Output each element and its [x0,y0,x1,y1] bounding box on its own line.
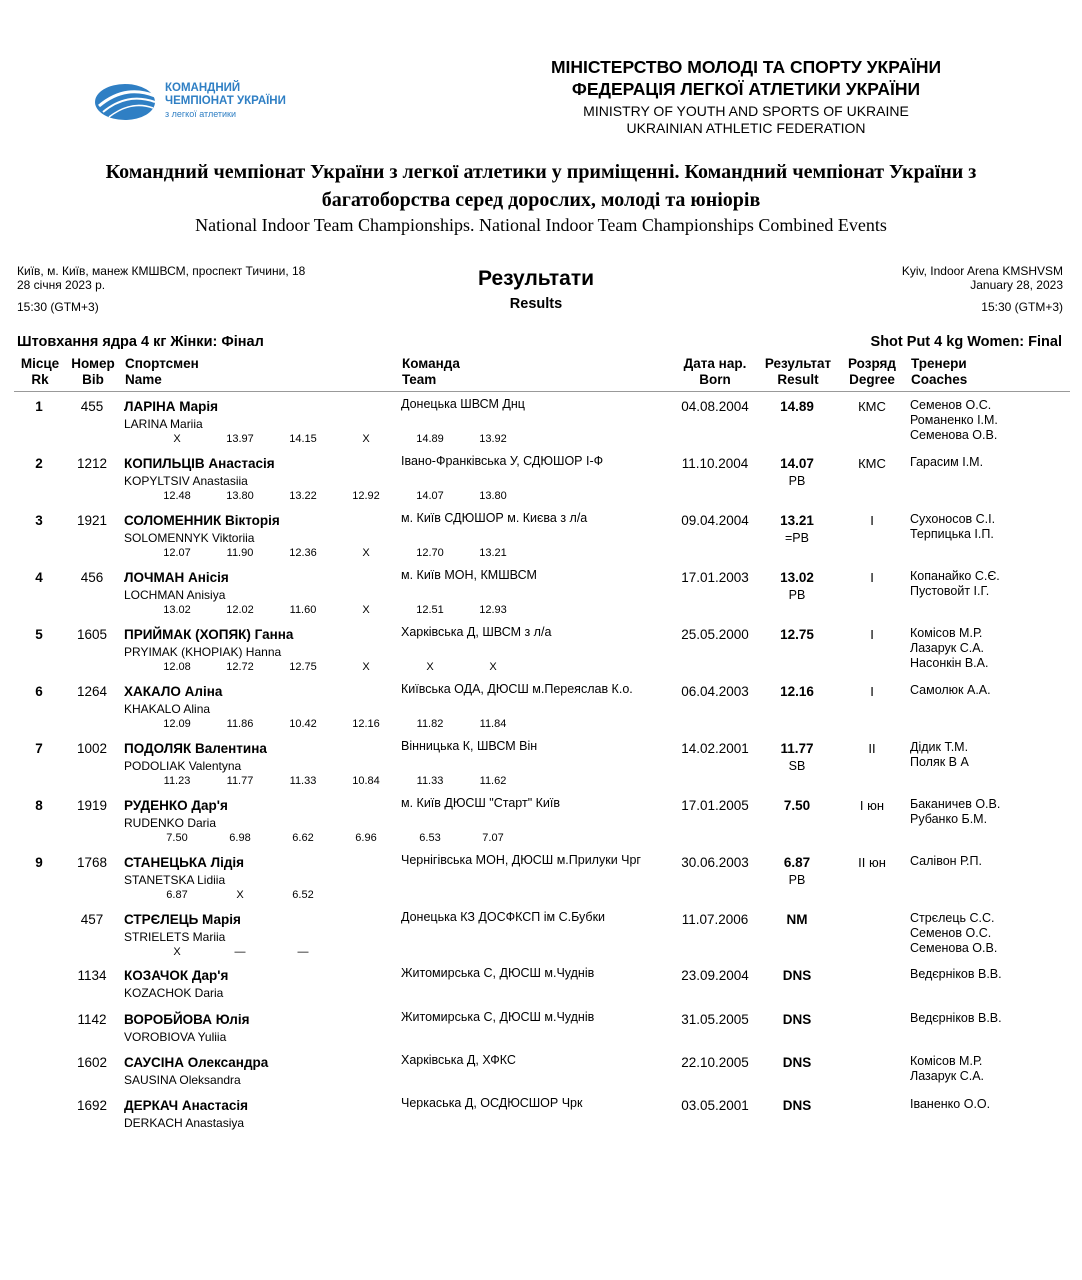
coach-name: Пустовойт І.Г. [910,584,990,598]
result-note: PB [788,474,806,488]
athlete-name-latin: LOCHMAN Anisiya [124,588,226,602]
row-rank: 4 [35,570,43,585]
attempt-value: 13.80 [226,490,254,502]
result-value: DNS [782,968,812,983]
row-bib: 1212 [76,456,108,471]
result-value: 12.16 [780,684,814,699]
result-value: 12.75 [780,627,814,642]
attempt-value: 11.86 [226,718,254,730]
attempt-value: 13.80 [479,490,507,502]
degree: I юн [859,798,885,813]
degree: КМС [858,399,886,414]
birth-date: 11.10.2004 [681,456,749,471]
birth-date: 06.04.2003 [681,684,749,699]
athlete-name-latin: PODOLIAK Valentyna [124,759,242,773]
coaches-list [910,569,1000,599]
col-header-name: Спортсмен Name [125,356,199,387]
birth-date: 11.07.2006 [681,912,749,927]
attempt-value: 13.22 [289,490,317,502]
result-value: 11.77 [780,741,814,756]
coach-name: Романенко І.М. [910,413,998,427]
coaches-list [910,854,982,869]
row-bib: 1264 [76,684,108,699]
attempt-value: 11.23 [163,775,191,787]
row-rank: 7 [35,741,43,756]
attempt-value: X [362,604,370,616]
ministry-en: MINISTRY OF YOUTH AND SPORTS OF UKRAINE [583,103,909,119]
coach-name: Рубанко Б.М. [910,812,988,826]
row-rank: 2 [35,456,43,471]
result-value: 14.89 [780,399,814,414]
attempt-value: 6.87 [166,889,188,901]
birth-date: 25.05.2000 [681,627,749,642]
col-header-team: Команда Team [402,356,460,387]
coach-name: Семенов О.С. [910,398,992,412]
logo-line1: КОМАНДНИЙ [165,82,241,94]
coaches-list [910,967,1002,982]
team-name: Івано-Франківська У, СДЮШОР І-Ф [401,454,604,468]
row-bib: 457 [80,912,104,927]
attempt-value: X [173,946,181,958]
athlete-name: СТАНЕЦЬКА Лідія [124,855,245,870]
col-header-bib: Номер Bib [71,356,115,387]
row-rank: 5 [35,627,43,642]
degree: I [870,570,874,585]
coaches-list [910,1097,990,1112]
time-left: 15:30 (GTM+3) [17,300,99,314]
athlete-name: СТРЄЛЕЦЬ Марія [124,912,241,927]
attempt-value: 12.72 [226,661,254,673]
coaches-list [910,626,988,671]
team-name: Житомирська С, ДЮСШ м.Чуднів [401,966,595,980]
birth-date: 31.05.2005 [681,1012,749,1027]
ministry-ua: МІНІСТЕРСТВО МОЛОДІ ТА СПОРТУ УКРАЇНИ [550,57,942,77]
result-note: PB [788,873,806,887]
coach-name: Семенова О.В. [910,428,998,442]
attempt-value: 12.92 [352,490,380,502]
team-name: м. Київ ДЮСШ "Старт" Київ [401,796,560,810]
table-row [0,684,1082,740]
attempt-value: 12.48 [163,490,191,502]
coaches-list [910,512,995,542]
venue-ua: Київ, м. Київ, манеж КМШВСМ, проспект Тичини, 18 [17,264,306,278]
row-bib: 1921 [76,513,108,528]
table-row [0,456,1082,512]
birth-date: 22.10.2005 [681,1055,749,1070]
coach-name: Терпицька І.П. [910,527,994,541]
result-value: DNS [782,1055,812,1070]
row-bib: 1002 [76,741,108,756]
championship-logo [95,78,305,128]
coach-name: Дідик Т.М. [910,740,969,754]
birth-date: 17.01.2003 [681,570,749,585]
row-bib: 1768 [76,855,108,870]
team-name: Київська ОДА, ДЮСШ м.Переяслав К.о. [401,682,633,696]
coach-name: Семенова О.В. [910,941,998,955]
team-name: Харківська Д, ХФКС [401,1053,516,1067]
col-header-rank: Місце Rk [20,356,60,387]
coach-name: Семенов О.С. [910,926,992,940]
row-bib: 1692 [76,1098,108,1113]
table-row [0,513,1082,569]
coach-name: Сухоносов С.І. [910,512,996,526]
birth-date: 04.08.2004 [681,399,749,414]
athlete-name-latin: LARINA Mariia [124,417,203,431]
coach-name: Копанайко С.Є. [910,569,1000,583]
coach-name: Комісов М.Р. [910,626,983,640]
degree: I [870,513,874,528]
athlete-name: КОЗАЧОК Дар'я [124,968,229,983]
attempt-value: 6.62 [292,832,314,844]
venue-en: Kyiv, Indoor Arena KMSHVSM [901,264,1063,278]
coach-name: Комісов М.Р. [910,1054,983,1068]
result-value: DNS [782,1012,812,1027]
col-header-coaches: Тренери Coaches [911,356,968,387]
coach-name: Лазарук С.А. [910,641,985,655]
athlete-name-latin: KOPYLTSIV Anastasiia [124,474,248,488]
athlete-name: ПРИЙМАК (ХОПЯК) Ганна [124,627,294,642]
degree: II юн [858,855,886,870]
attempt-value: — [234,946,246,958]
table-row [0,855,1082,911]
results-title-en: Results [509,296,563,312]
attempt-value: 11.90 [226,547,254,559]
row-bib: 456 [80,570,104,585]
coach-name: Стрєлець С.С. [910,911,995,925]
coach-name: Лазарук С.А. [910,1069,985,1083]
title-line2: багатоборства серед дорослих, молоді та юніорів [321,189,761,211]
attempt-value: 6.53 [419,832,441,844]
event-title-ua: Штовхання ядра 4 кг Жінки: Фінал [17,334,264,350]
attempt-value: 13.21 [479,547,507,559]
attempt-value: 12.09 [163,718,191,730]
logo-line3: з легкої атлетики [165,109,237,119]
athlete-name: ЛАРІНА Марія [124,399,219,414]
table-row [0,1098,1082,1154]
attempt-value: 12.36 [289,547,317,559]
col-header-born: Дата нар. Born [683,356,747,387]
attempt-value: 13.97 [226,433,254,445]
attempt-value: — [297,946,309,958]
athlete-name: ВОРОБЙОВА Юлія [124,1012,250,1027]
athlete-name-latin: DERKACH Anastasiya [124,1116,245,1130]
row-bib: 1605 [76,627,108,642]
date-en: January 28, 2023 [970,278,1063,292]
athlete-name-latin: KOZACHOK Daria [124,986,224,1000]
row-rank: 1 [35,399,43,414]
result-note: PB [788,588,806,602]
athlete-name-latin: STANETSKA Lidiia [124,873,226,887]
attempt-value: X [426,661,434,673]
team-name: Харківська Д, ШВСМ з л/а [401,625,552,639]
table-row [0,627,1082,683]
attempt-value: 12.16 [352,718,380,730]
coaches-list [910,455,983,470]
attempt-value: 11.33 [416,775,444,787]
birth-date: 14.02.2001 [681,741,749,756]
athlete-name: СОЛОМЕННИК Вікторія [124,513,280,528]
attempt-value: 10.84 [352,775,380,787]
coach-name: Баканичев О.В. [910,797,1001,811]
athlete-name: ЛОЧМАН Анісія [124,570,229,585]
logo-emblem-icon [95,80,161,124]
athlete-name-latin: KHAKALO Alina [124,702,211,716]
coaches-list [910,1011,1002,1026]
attempt-value: 6.52 [292,889,314,901]
attempt-value: 11.33 [289,775,317,787]
attempt-value: 6.98 [229,832,251,844]
coach-name: Поляк В А [910,755,969,769]
event-title-en: Shot Put 4 kg Women: Final [870,334,1062,350]
row-bib: 1142 [77,1012,107,1027]
result-value: NM [786,912,808,927]
col-header-result: Результат Result [764,356,832,387]
row-rank: 9 [35,855,43,870]
logo-line2: ЧЕМПІОНАТ УКРАЇНИ [165,95,286,107]
results-title-ua: Результати [477,267,595,290]
result-value: 13.21 [780,513,814,528]
coaches-list [910,797,1000,827]
coaches-list [910,398,998,443]
coach-name: Гарасим І.М. [910,455,984,469]
athlete-name-latin: SAUSINA Oleksandra [124,1073,241,1087]
coaches-list [910,740,969,770]
attempt-value: 12.07 [163,547,191,559]
athlete-name: ДЕРКАЧ Анастасія [124,1098,248,1113]
coaches-list [910,911,997,956]
team-name: Вінницька К, ШВСМ Він [401,739,538,753]
attempt-value: 11.82 [416,718,444,730]
degree: КМС [858,456,886,471]
athlete-name: САУСІНА Олександра [124,1055,269,1070]
attempt-value: X [173,433,181,445]
attempt-value: 12.08 [163,661,191,673]
attempt-value: X [362,547,370,559]
birth-date: 17.01.2005 [681,798,749,813]
coach-name: Ведєрніков В.В. [910,1011,1002,1025]
row-bib: 1134 [77,968,107,983]
table-row [0,570,1082,626]
title-line3: National Indoor Team Championships. National Indoor Team Championships Combined Events [195,215,887,235]
attempt-value: 14.89 [416,433,444,445]
result-value: 13.02 [780,570,814,585]
birth-date: 30.06.2003 [681,855,749,870]
coach-name: Ведєрніков В.В. [910,967,1002,981]
header-divider [14,391,1070,392]
degree: I [870,684,874,699]
attempt-value: 11.60 [289,604,317,616]
result-note: =PB [785,531,809,545]
coach-name: Салівон Р.П. [910,854,982,868]
attempt-value: 7.50 [166,832,188,844]
attempt-value: 13.02 [163,604,191,616]
coaches-list [910,1054,984,1084]
team-name: м. Київ МОН, КМШВСМ [401,568,537,582]
federation-en: UKRAINIAN ATHLETIC FEDERATION [626,120,866,136]
team-name: Житомирська С, ДЮСШ м.Чуднів [401,1010,595,1024]
attempt-value: 10.42 [289,718,317,730]
table-row [0,798,1082,854]
athlete-name-latin: RUDENKO Daria [124,816,217,830]
athlete-name: КОПИЛЬЦІВ Анастасія [124,456,275,471]
attempt-value: 12.75 [289,661,317,673]
attempt-value: 12.93 [479,604,507,616]
attempt-value: X [236,889,244,901]
row-bib: 455 [80,399,104,414]
attempt-value: 14.07 [416,490,444,502]
attempt-value: 13.92 [479,433,507,445]
degree: II [868,741,876,756]
title-line1: Командний чемпіонат України з легкої атлетики у приміщенні. Командний чемпіонат України з [105,161,977,183]
birth-date: 23.09.2004 [681,968,749,983]
attempt-value: 12.51 [416,604,444,616]
athlete-name-latin: VOROBIOVA Yuliia [124,1030,227,1044]
table-row [0,741,1082,797]
time-right: 15:30 (GTM+3) [981,300,1063,314]
coach-name: Насонкін В.А. [910,656,989,670]
row-rank: 8 [35,798,43,813]
athlete-name: ХАКАЛО Аліна [124,684,223,699]
attempt-value: X [362,661,370,673]
result-value: DNS [782,1098,812,1113]
row-rank: 6 [35,684,43,699]
team-name: м. Київ СДЮШОР м. Києва з л/а [401,511,588,525]
attempt-value: X [489,661,497,673]
attempt-value: 12.70 [416,547,444,559]
row-rank: 3 [35,513,43,528]
athlete-name-latin: PRYIMAK (KHOPIAK) Hanna [124,645,282,659]
attempt-value: 12.02 [226,604,254,616]
athlete-name: РУДЕНКО Дар'я [124,798,228,813]
result-value: 6.87 [783,855,811,870]
row-bib: 1602 [76,1055,108,1070]
federation-ua: ФЕДЕРАЦІЯ ЛЕГКОЇ АТЛЕТИКИ УКРАЇНИ [571,79,921,99]
result-value: 7.50 [783,798,811,813]
coaches-list [910,683,991,698]
birth-date: 09.04.2004 [681,513,749,528]
attempt-value: 11.77 [226,775,254,787]
result-note: SB [788,759,806,773]
coach-name: Самолюк А.А. [910,683,991,697]
team-name: Донецька КЗ ДОСФКСП ім С.Бубки [401,910,606,924]
team-name: Черкаська Д, ОСДЮСШОР Чрк [401,1096,583,1110]
athlete-name-latin: SOLOMENNYK Viktoriia [124,531,255,545]
attempt-value: X [362,433,370,445]
team-name: Чернігівська МОН, ДЮСШ м.Прилуки Чрг [401,853,641,867]
coach-name: Іваненко О.О. [910,1097,991,1111]
athlete-name: ПОДОЛЯК Валентина [124,741,267,756]
col-header-degree: Розряд Degree [848,356,896,387]
date-ua: 28 січня 2023 р. [17,278,106,292]
attempt-value: 11.84 [479,718,507,730]
attempt-value: 14.15 [289,433,317,445]
birth-date: 03.05.2001 [681,1098,749,1113]
degree: I [870,627,874,642]
team-name: Донецька ШВСМ Днц [401,397,525,411]
attempt-value: 7.07 [482,832,504,844]
athlete-name-latin: STRIELETS Mariia [124,930,226,944]
table-row [0,912,1082,968]
attempt-value: 6.96 [355,832,377,844]
result-value: 14.07 [780,456,814,471]
row-bib: 1919 [76,798,108,813]
table-row [0,399,1082,455]
attempt-value: 11.62 [479,775,507,787]
